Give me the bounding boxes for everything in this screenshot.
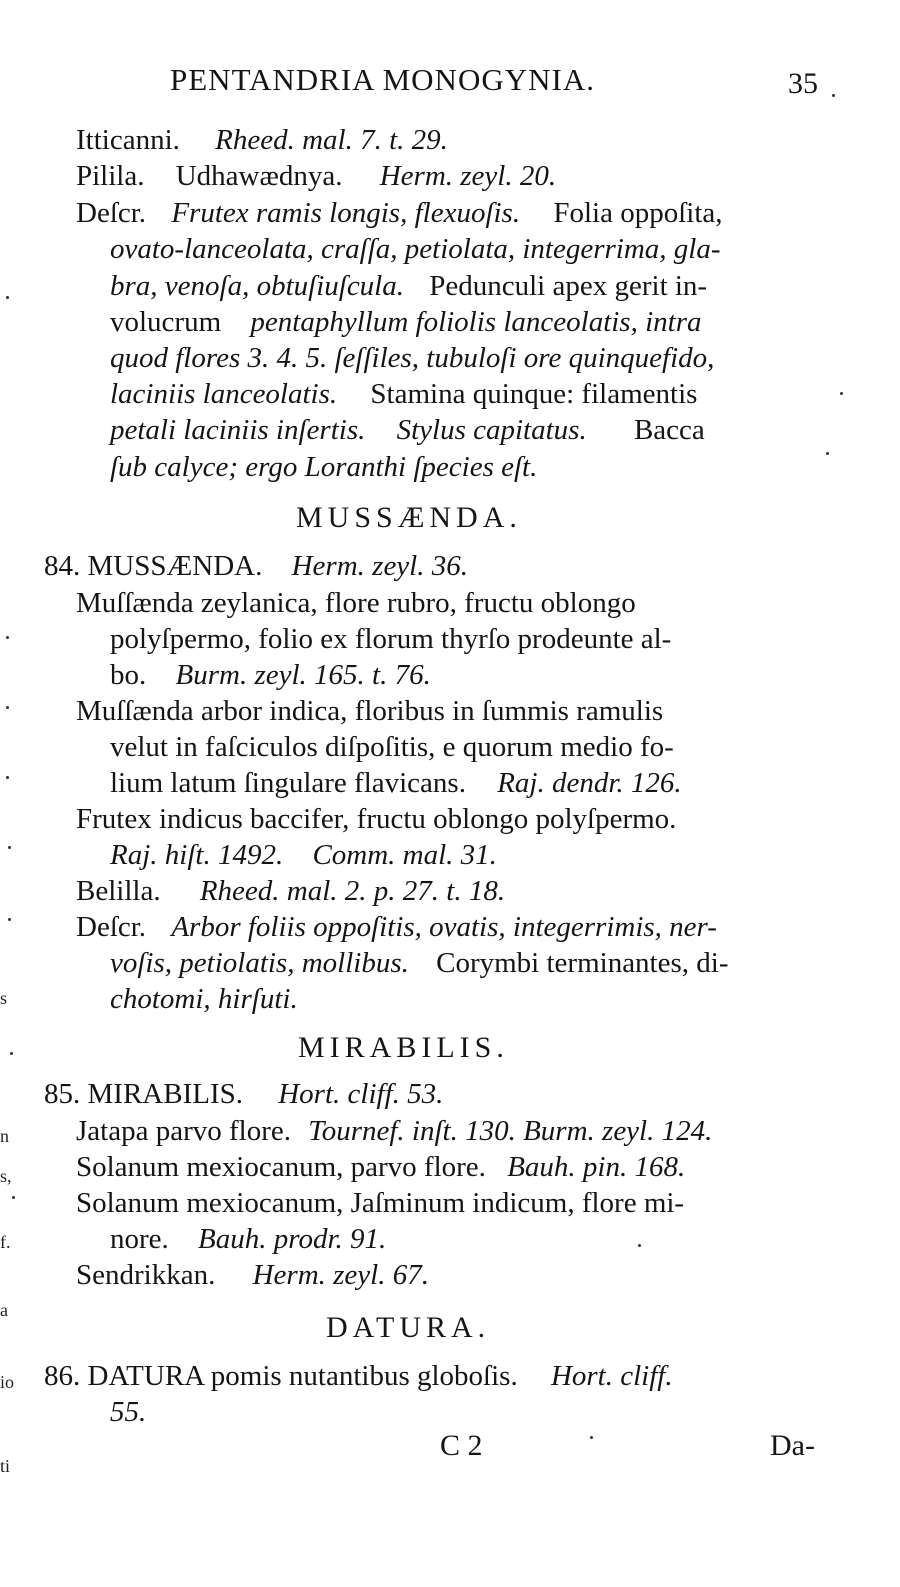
gutter-fragment: s, xyxy=(0,1166,12,1186)
section-heading: MIRABILIS. xyxy=(298,1031,509,1064)
speck xyxy=(826,452,829,455)
text-line: petali laciniis inſertis. Stylus capitatus. Bacca xyxy=(110,414,705,446)
gutter-fragment: f. xyxy=(0,1232,11,1252)
text-line: bra, venoſa, obtuſiuſcula. Pedunculi apex gerit in- xyxy=(110,270,708,302)
text-line: laciniis lanceolatis. Stamina quinque: filamentis xyxy=(110,378,698,410)
speck xyxy=(6,296,9,299)
text-line: quod flores 3. 4. 5. ſeſſiles, tubuloſi ore quinquefido, xyxy=(110,342,715,374)
section-heading: MUSSÆNDA. xyxy=(296,501,522,534)
page-number: 35 xyxy=(788,67,818,100)
text-line: Itticanni. Rheed. mal. 7. t. 29. xyxy=(76,124,448,156)
text-line: Raj. hiſt. 1492. Comm. mal. 31. xyxy=(110,839,497,871)
text-line: Muſſænda zeylanica, flore rubro, fructu oblongo xyxy=(76,587,636,619)
text-line: lium latum ſingulare flavicans. Raj. dendr. 126. xyxy=(110,767,682,799)
text-line: ovato-lanceolata, craſſa, petiolata, integerrima, gla- xyxy=(110,233,721,265)
running-title: PENTANDRIA MONOGYNIA. xyxy=(170,62,595,97)
speck xyxy=(840,392,843,395)
text-line: 55. xyxy=(110,1396,147,1428)
speck xyxy=(638,1244,641,1247)
section-heading: DATURA. xyxy=(326,1311,491,1344)
speck xyxy=(10,1052,13,1055)
speck xyxy=(8,846,11,849)
text-line: Solanum mexiocanum, parvo flore. Bauh. pin. 168. xyxy=(76,1151,686,1183)
text-line: Belilla. Rheed. mal. 2. p. 27. t. 18. xyxy=(76,875,506,907)
text-line: velut in faſciculos diſpoſitis, e quorum medio fo- xyxy=(110,731,674,763)
text-line: Sendrikkan. Herm. zeyl. 67. xyxy=(76,1259,429,1291)
gutter-fragment: s xyxy=(0,988,8,1008)
text-line: Deſcr. Frutex ramis longis, flexuoſis. Folia oppoſita, xyxy=(76,197,723,229)
text-line: nore. Bauh. prodr. 91. xyxy=(110,1223,387,1255)
text-line: Jatapa parvo flore. Tournef. inſt. 130. Burm. zeyl. 124. xyxy=(76,1115,713,1147)
speck xyxy=(6,706,9,709)
speck xyxy=(8,918,11,921)
text-line: Frutex indicus baccifer, fructu oblongo polyſpermo. xyxy=(76,803,677,835)
entry-title: 85. MIRABILIS. Hort. cliff. 53. xyxy=(44,1078,444,1110)
signature-mark: C 2 xyxy=(440,1429,483,1462)
text-line: chotomi, hirſuti. xyxy=(110,983,298,1015)
text-line: voſis, petiolatis, mollibus. Corymbi terminantes, di- xyxy=(110,947,729,979)
speck xyxy=(832,94,835,97)
speck xyxy=(12,1196,15,1199)
gutter-fragment: n xyxy=(0,1126,9,1146)
gutter-fragment: a xyxy=(0,1300,8,1320)
gutter-fragment: ti xyxy=(0,1456,11,1476)
speck xyxy=(6,636,9,639)
text-line: Deſcr. Arbor foliis oppoſitis, ovatis, integerrimis, ner- xyxy=(76,911,717,943)
text-line: ſub calyce; ergo Loranthi ſpecies eſt. xyxy=(110,451,538,483)
text-line: Pilila. Udhawædnya. Herm. zeyl. 20. xyxy=(76,160,557,192)
speck xyxy=(6,776,9,779)
entry-title: 84. MUSSÆNDA. Herm. zeyl. 36. xyxy=(44,550,468,582)
text-line: polyſpermo, folio ex florum thyrſo prodeunte al- xyxy=(110,623,672,655)
catchword: Da- xyxy=(770,1429,815,1462)
gutter-fragment: io xyxy=(0,1372,15,1392)
text-line: bo. Burm. zeyl. 165. t. 76. xyxy=(110,659,431,691)
text-line: Muſſænda arbor indica, floribus in ſummis ramulis xyxy=(76,695,664,727)
entry-title: 86. DATURA pomis nutantibus globoſis. Hort. cliff. xyxy=(44,1360,673,1392)
text-line: Solanum mexiocanum, Jaſminum indicum, flore mi- xyxy=(76,1187,685,1219)
text-line: volucrum pentaphyllum foliolis lanceolatis, intra xyxy=(110,306,702,338)
speck xyxy=(590,1436,593,1439)
